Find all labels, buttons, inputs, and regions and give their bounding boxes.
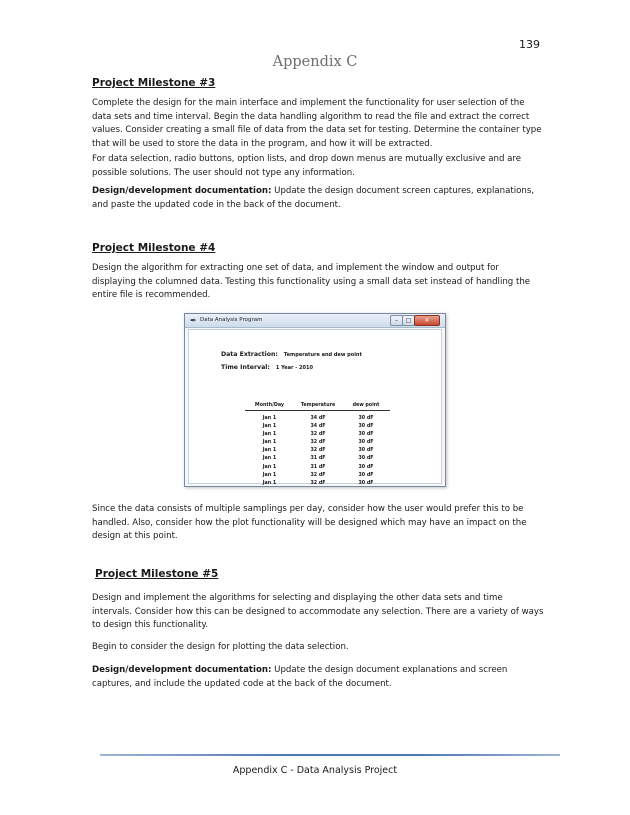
table-row xyxy=(245,464,390,472)
cell-dew-point: 30 dF xyxy=(358,440,374,446)
table-row xyxy=(245,472,390,480)
cell-dew-point: 30 dF xyxy=(358,432,374,438)
milestone-4-paragraph-2: Since the data consists of multiple samplings per day, consider how the user would prefer this to be handled. Also, consider how the plot functionality will be designed which may have an impact on the design at this point. xyxy=(92,504,527,541)
window-titlebar xyxy=(185,314,445,328)
cell-temperature: 32 dF xyxy=(310,440,326,446)
cell-temperature: 32 dF xyxy=(310,480,326,486)
appendix-title: Appendix C xyxy=(272,54,358,70)
cell-date: Jan 1 xyxy=(262,440,277,446)
close-button[interactable]: ✕ xyxy=(414,315,440,326)
cell-date: Jan 1 xyxy=(262,432,277,438)
table-row xyxy=(245,439,390,447)
cell-temperature: 31 dF xyxy=(310,464,326,470)
cell-dew-point: 30 dF xyxy=(358,456,374,462)
cell-dew-point: 30 dF xyxy=(358,464,374,470)
table-row xyxy=(245,480,390,488)
milestone-4-heading: Project Milestone #4 xyxy=(92,242,216,254)
cell-date: Jan 1 xyxy=(262,424,277,430)
cell-dew-point: 30 dF xyxy=(358,448,374,454)
data-extraction-value: Temperature and dew point xyxy=(283,352,362,358)
cell-date: Jan 1 xyxy=(262,472,277,478)
milestone-3-paragraph-2: For data selection, radio buttons, option lists, and drop down menus are mutually exclusive and are possible solutions. The user should not type any information. xyxy=(92,154,522,178)
cell-date: Jan 1 xyxy=(262,416,277,421)
cell-temperature: 34 dF xyxy=(310,424,326,430)
cell-dew-point: 30 dF xyxy=(358,424,374,430)
data-extraction-label: Data Extraction: xyxy=(221,351,278,358)
milestone-3-paragraph-3 xyxy=(92,185,544,212)
documentation-label: Design/development documentation: xyxy=(92,186,272,196)
cell-temperature: 32 dF xyxy=(310,472,326,478)
documentation-label: Design/development documentation: xyxy=(92,665,272,675)
cell-temperature: 32 dF xyxy=(310,432,326,438)
time-interval-value: 1 Year - 2010 xyxy=(275,365,313,371)
cell-dew-point: 30 dF xyxy=(358,416,374,421)
milestone-3-paragraph-1: Complete the design for the main interface and implement the functionality for user selection of the data sets and time interval. Begin the data handling algorithm to read the file and extract the correct values. Consider creating a small file of data from the data set for testing. Determine the container type that will be used to store the data in the program, and how it will be extracted. xyxy=(92,98,542,149)
cell-date: Jan 1 xyxy=(262,480,277,486)
table-row xyxy=(245,431,390,439)
column-header-month-day: Month/Day xyxy=(254,403,285,408)
milestone-4-paragraph-1: Design the algorithm for extracting one set of data, and implement the window and output for displaying the columned data. Testing this functionality using a small data set instead of handling the entire file is recommended. xyxy=(92,263,531,300)
cell-dew-point: 30 dF xyxy=(358,472,374,478)
data-table xyxy=(245,401,390,488)
program-window-screenshot xyxy=(184,313,446,487)
column-header-dew-point: dew point xyxy=(352,403,380,408)
table-row xyxy=(245,415,390,423)
column-header-temperature: Temperature xyxy=(300,403,336,408)
page-footer: Appendix C - Data Analysis Project xyxy=(232,765,398,776)
table-row xyxy=(245,455,390,463)
minimize-button[interactable]: – xyxy=(390,315,403,326)
cell-temperature: 31 dF xyxy=(310,456,326,462)
table-header xyxy=(245,401,390,411)
table-row xyxy=(245,423,390,431)
feather-icon: ✒ xyxy=(190,316,197,325)
milestone-5-paragraph-2: Begin to consider the design for plotting the data selection. xyxy=(92,642,349,652)
data-extraction-row xyxy=(221,351,362,358)
cell-date: Jan 1 xyxy=(262,448,277,454)
window-client-area xyxy=(188,329,442,484)
maximize-button[interactable]: □ xyxy=(402,315,415,326)
documentation-text: Update the design document explanations and screen captures, and include the updated code at the back of the document. xyxy=(92,665,508,689)
table-row xyxy=(245,447,390,455)
cell-dew-point: 30 dF xyxy=(358,480,374,486)
documentation-text: Update the design document screen captures, explanations, and paste the updated code in the back of the document. xyxy=(92,186,535,210)
milestone-5-heading: Project Milestone #5 xyxy=(95,568,219,580)
cell-temperature: 34 dF xyxy=(310,416,326,421)
footer-divider xyxy=(100,754,560,756)
cell-date: Jan 1 xyxy=(262,456,277,462)
window-title: Data Analysis Program xyxy=(200,317,263,323)
milestone-3-heading: Project Milestone #3 xyxy=(92,77,216,89)
milestone-5-paragraph-1: Design and implement the algorithms for selecting and displaying the other data sets and time intervals. Consider how this can be designed to accommodate any selection. There are a variety of ways to design this functionality. xyxy=(92,593,544,630)
page-number: 139 xyxy=(519,38,540,51)
milestone-5-paragraph-3 xyxy=(92,664,544,691)
cell-date: Jan 1 xyxy=(262,464,277,470)
cell-temperature: 32 dF xyxy=(310,448,326,454)
time-interval-label: Time Interval: xyxy=(221,364,270,371)
time-interval-row xyxy=(221,364,313,371)
